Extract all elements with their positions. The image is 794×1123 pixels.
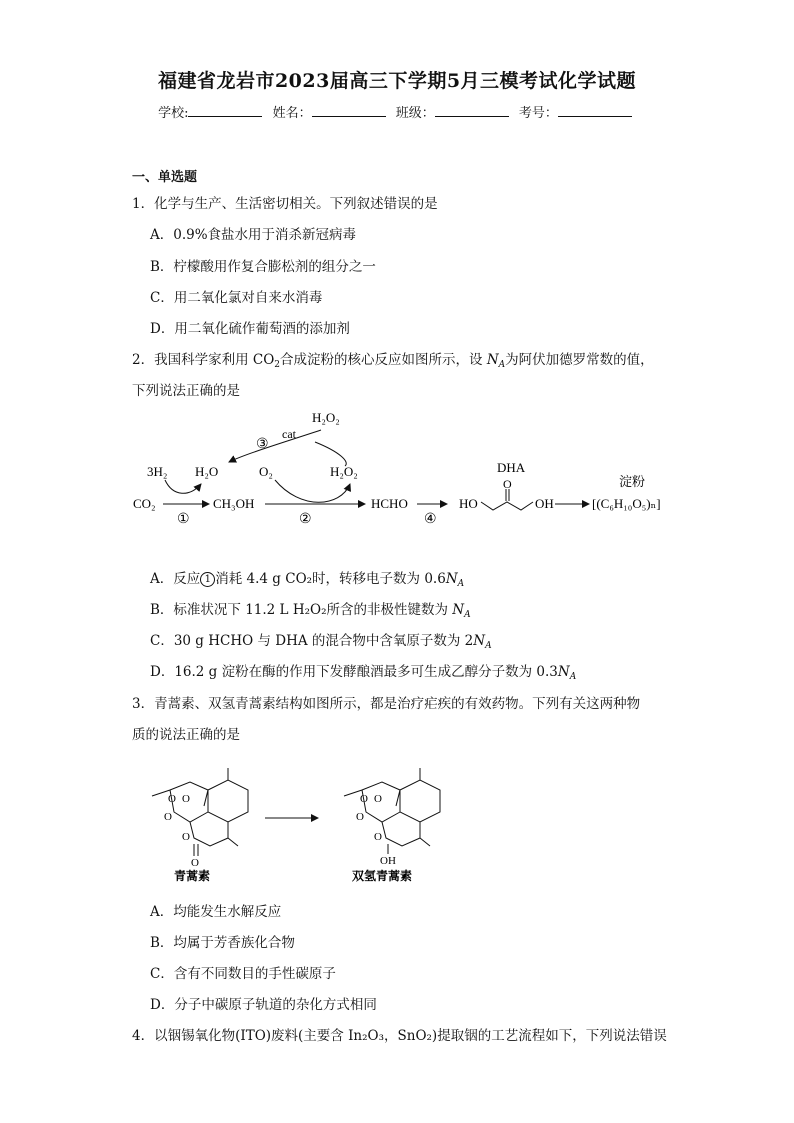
class-label: 班级： (395, 106, 435, 121)
co2-label: CO₂ (133, 496, 156, 511)
starch-label: 淀粉 (619, 474, 646, 489)
q1-option-b: B．柠檬酸用作复合膨松剂的组分之一 (150, 259, 376, 275)
artemisinin-o3: O (164, 811, 172, 823)
dha-o4: O (374, 831, 382, 843)
q2-option-d: D．16.2 g 淀粉在酶的作用下发酵酿酒最多可生成乙醇分子数为 $0.3N_A$ (150, 664, 577, 682)
dihydro-oh: OH (380, 855, 396, 867)
q2-option-b: B．标准状况下 11.2 L H₂O₂所含的非极性键数为 $N_A$ (150, 602, 471, 620)
q1-option-a: A．0.9%食盐水用于消杀新冠病毒 (150, 227, 357, 243)
starch-synthesis-scheme (125, 402, 685, 532)
dihydroartemisinin-label: 双氢青蒿素 (352, 869, 413, 883)
q3-option-b: B．均属于芳香族化合物 (150, 935, 295, 951)
ch3oh-label: CH₃OH (213, 496, 255, 511)
q3-stem-line2: 质的说法正确的是 (132, 727, 240, 743)
hcho-label: HCHO (371, 496, 408, 511)
q2-option-a: A．反应 1 消耗 4.4 g CO₂时，转移电子数为 $0.6N_A$ (150, 571, 465, 589)
arrow-h2o2-return (315, 442, 346, 466)
artemisinin-carbonyl-o: O (191, 857, 199, 869)
o2-label: O₂ (259, 464, 273, 479)
q1-option-c: C．用二氧化氯对自来水消毒 (150, 290, 323, 306)
page-title: 福建省龙岩市2023届高三下学期5月三模考试化学试题 (157, 70, 637, 92)
q3-option-c: C．含有不同数目的手性碳原子 (150, 966, 336, 982)
student-info-line (0, 102, 794, 121)
school-blank[interactable] (188, 104, 262, 117)
h2o2-top: H₂O₂ (312, 410, 340, 425)
dha-label: DHA (497, 460, 526, 475)
q3-option-a: A．均能发生水解反应 (150, 904, 282, 920)
arrow-step3 (229, 430, 321, 462)
artemisinin-o2: O (182, 793, 190, 805)
starch-formula: [(C₆H₁₀O₅)ₙ] (592, 496, 661, 511)
name-label: 姓名： (272, 106, 312, 121)
q3-stem-line1: 3．青蒿素、双氢青蒿素结构如图所示，都是治疗疟疾的有效药物。下列有关这两种物 (132, 696, 641, 712)
artemisinin-structures (130, 760, 450, 885)
h2o-label: H₂O (195, 464, 219, 479)
arrow-h2-in (165, 480, 201, 493)
q1-option-d: D．用二氧化硫作葡萄酒的添加剂 (150, 321, 350, 337)
step4-label: ④ (424, 512, 437, 527)
q2-stem-line2: 下列说法正确的是 (132, 383, 240, 399)
q3-option-d: D．分子中碳原子轨道的杂化方式相同 (150, 997, 377, 1013)
step3-label: ③ (256, 437, 269, 452)
number-label: 考号： (518, 106, 558, 121)
q2-option-c: C．30 g HCHO 与 DHA 的混合物中含氧原子数为 $2N_A$ (150, 633, 492, 651)
school-label: 学校: (158, 106, 189, 121)
q1-stem: 1．化学与生产、生活密切相关。下列叙述错误的是 (132, 196, 438, 212)
q2-stem-line1: 2．我国科学家利用 $CO_2$合成淀粉的核心反应如图所示，设 $N_A$为阿伏加德罗常数的值， (132, 352, 654, 370)
dha-o2: O (374, 793, 382, 805)
dha-o3: O (356, 811, 364, 823)
dha-o: O (503, 477, 512, 491)
number-blank[interactable] (558, 104, 632, 117)
h2o2-right: H₂O₂ (330, 464, 358, 479)
dha-skeleton (481, 502, 533, 510)
dha-oh: OH (535, 496, 554, 511)
artemisinin-label: 青蒿素 (174, 869, 211, 883)
cat-label: cat (282, 427, 296, 441)
arrow-o2-h2o2 (275, 480, 350, 502)
dha-o1: O (360, 793, 368, 805)
step1-label: ① (177, 512, 190, 527)
step2-label: ② (299, 512, 312, 527)
dha-ho: HO (459, 496, 478, 511)
class-blank[interactable] (435, 104, 509, 117)
artemisinin-o4: O (182, 831, 190, 843)
name-blank[interactable] (312, 104, 386, 117)
section-heading: 一、单选题 (132, 170, 198, 185)
q4-stem: 4．以铟锡氧化物(ITO)废料(主要含 In₂O₃，SnO₂)提取铟的工艺流程如下，下列说法错误 (132, 1028, 667, 1044)
artemisinin-o1: O (168, 793, 176, 805)
h2-label: 3H₂ (147, 464, 168, 479)
